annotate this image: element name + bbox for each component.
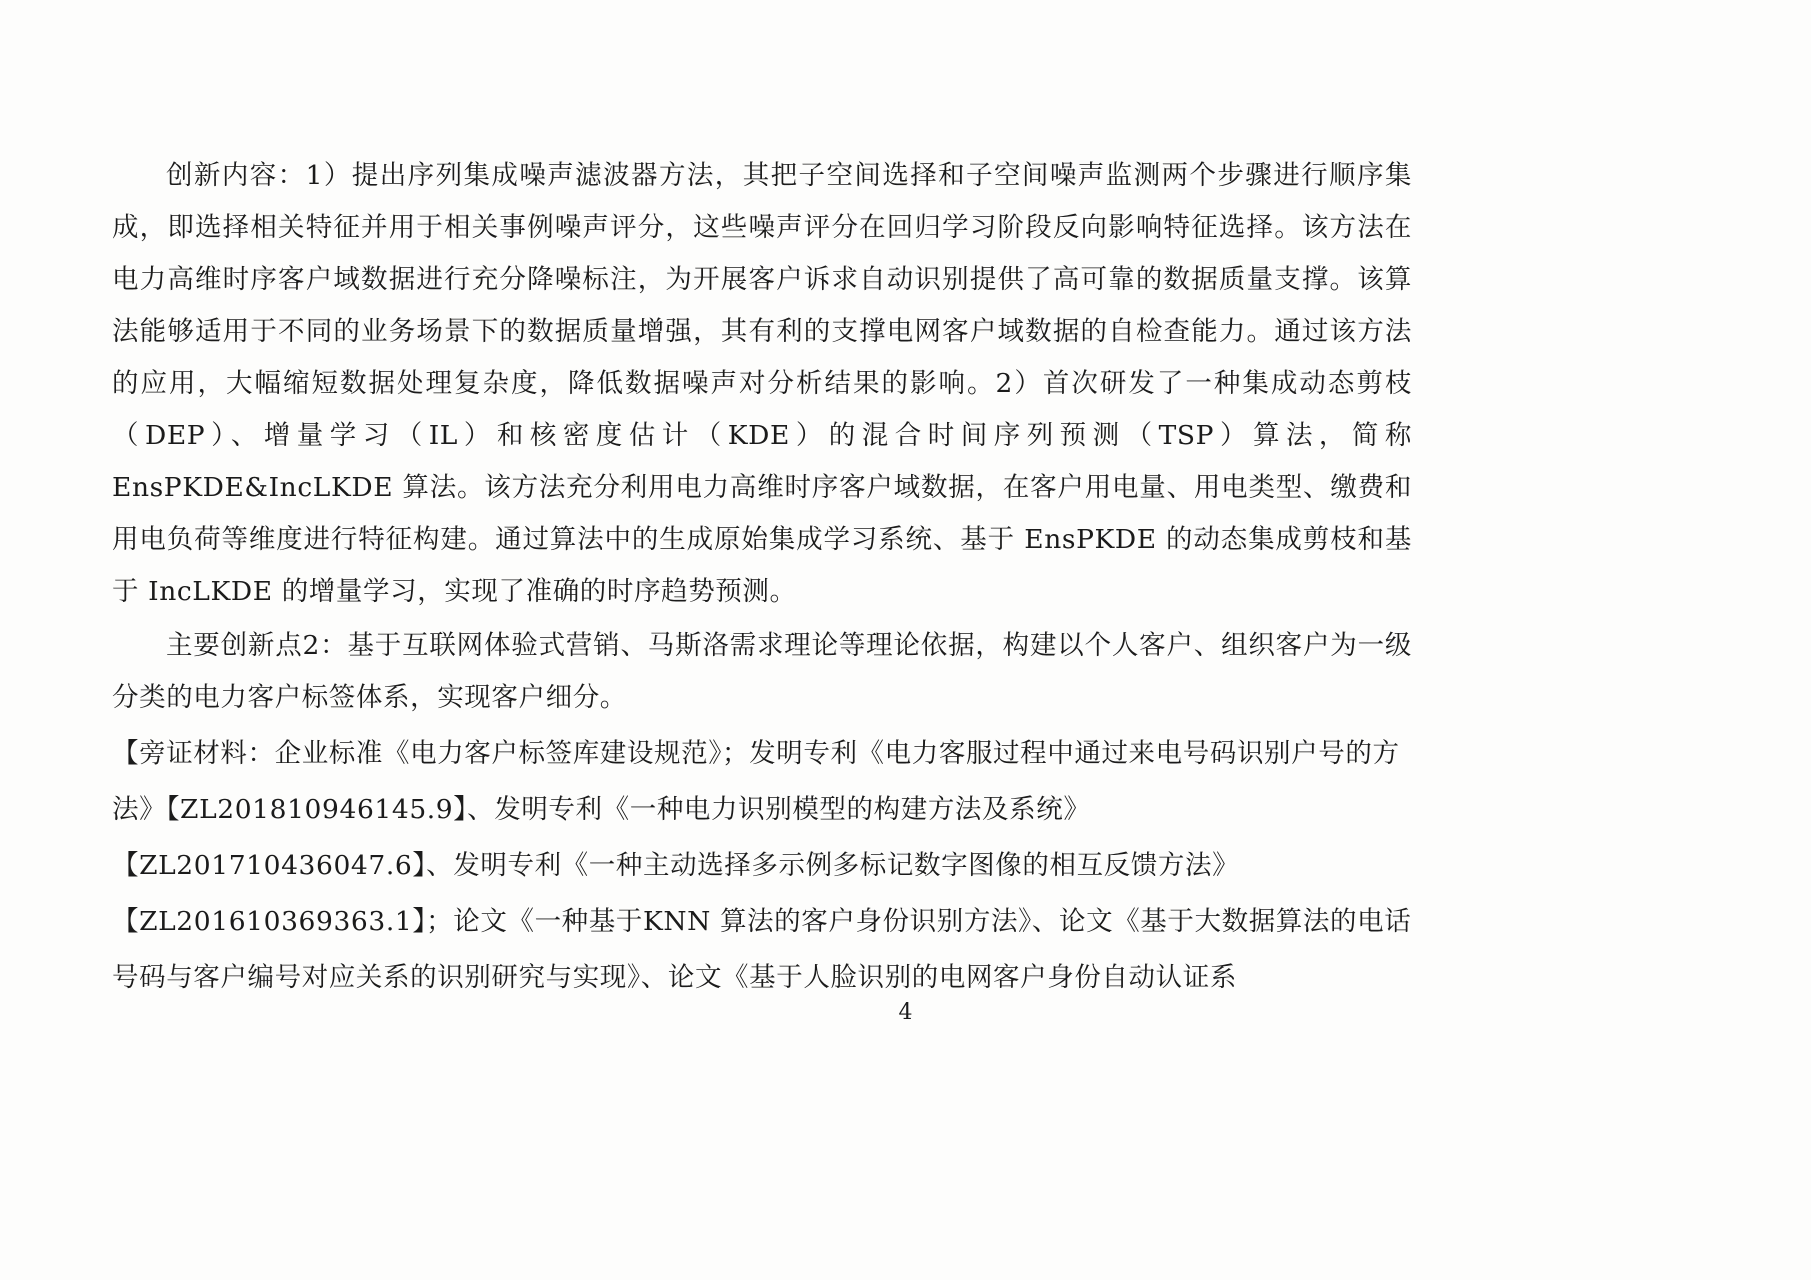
page-number: 4 bbox=[898, 1000, 913, 1025]
paragraph-supporting-materials: 【旁证材料：企业标准《电力客户标签库建设规范》；发明专利《电力客服过程中通过来电号码识别户号的方法》【ZL201810946145.9】、发明专利《一种电力识别模型的构建方法及系统》【ZL201710436047.6】、发明专利《一种主动选择多示例多标记数字图像的相互反馈方法》【ZL201610369363.1】；论文《一种基于KNN 算法的客户身份识别方法》、论文《基于大数据算法的电话号码与客户编号对应关系的识别研究与实现》、论文《基于人脸识别的电网客户身份自动认证系 bbox=[112, 738, 1412, 993]
paragraph-innovation-content: 创新内容：1）提出序列集成噪声滤波器方法，其把子空间选择和子空间噪声监测两个步骤进行顺序集成，即选择相关特征并用于相关事例噪声评分，这些噪声评分在回归学习阶段反向影响特征选择。该方法在电力高维时序客户域数据进行充分降噪标注，为开展客户诉求自动识别提供了高可靠的数据质量支撑。该算法能够适用于不同的业务场景下的数据质量增强，其有利的支撑电网客户域数据的自检查能力。通过该方法的应用，大幅缩短数据处理复杂度，降低数据噪声对分析结果的影响。2）首次研发了一种集成动态剪枝（DEP）、增量学习（IL）和核密度估计（KDE）的混合时间序列预测（TSP）算法，简称 EnsPKDE&IncLKDE 算法。该方法充分利用电力高维时序客户域数据，在客户用电量、用电类型、缴费和用电负荷等维度进行特征构建。通过算法中的生成原始集成学习系统、基于 EnsPKDE 的动态集成剪枝和基于 IncLKDE 的增量学习，实现了准确的时序趋势预测。 bbox=[112, 160, 1412, 607]
page-body bbox=[112, 150, 1412, 1008]
paragraph-main-innovation-2: 主要创新点2：基于互联网体验式营销、马斯洛需求理论等理论依据，构建以个人客户、组织客户为一级分类的电力客户标签体系，实现客户细分。 bbox=[112, 630, 1412, 713]
